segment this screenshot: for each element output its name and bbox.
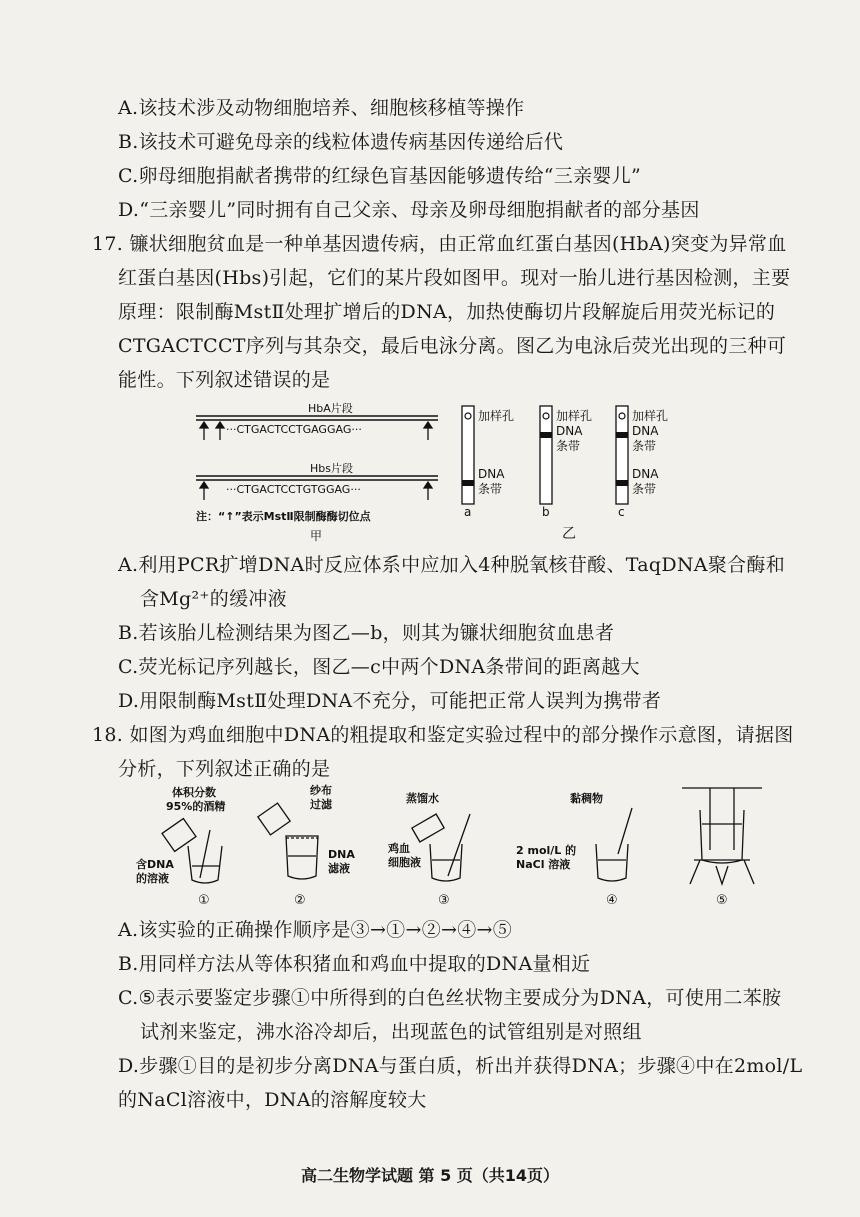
page-footer: 高二生物学试题 第 5 页（共14页） bbox=[300, 1166, 560, 1185]
q17-option-d: D.用限制酶MstⅡ处理DNA不充分，可能把正常人误判为携带者 bbox=[118, 690, 662, 712]
band-label-b-2: 条带 bbox=[556, 439, 581, 453]
hba-sequence: ···CTGACTCCTGAGGAG··· bbox=[226, 423, 362, 436]
step1-label-bottom-2: 的溶液 bbox=[136, 872, 169, 885]
q17-option-a: A.利用PCR扩增DNA时反应体系中应加入4种脱氧核苷酸、TaqDNA聚合酶和 bbox=[118, 554, 786, 576]
q17-option-c: C.荧光标记序列越长，图乙—c中两个DNA条带间的距离越大 bbox=[118, 656, 640, 678]
step1-label-top-1: 体积分数 bbox=[172, 786, 216, 799]
q17-stem-line-5: 能性。下列叙述错误的是 bbox=[118, 369, 331, 391]
well-label-a: 加样孔 bbox=[478, 409, 515, 423]
step2-label-right-1: DNA bbox=[328, 848, 355, 861]
step1-label-bottom-1: 含DNA bbox=[136, 858, 174, 871]
well-label-b: 加样孔 bbox=[556, 409, 593, 423]
step4-label-left-1: 2 mol/L 的 bbox=[516, 844, 577, 857]
band-label-c-1: DNA bbox=[632, 424, 659, 438]
cut-site-note: 注：“↑”表示MstⅡ限制酶酶切位点 bbox=[196, 510, 371, 523]
q17-option-a-cont: 含Mg²⁺的缓冲液 bbox=[140, 588, 287, 610]
step5-number: ⑤ bbox=[716, 893, 728, 908]
q17-stem-line-2: 红蛋白基因(Hbs)引起，它们的某片段如图甲。现对一胎儿进行基因检测，主要 bbox=[118, 267, 791, 289]
figure-jia-label: 甲 bbox=[310, 529, 323, 543]
beaker-icon bbox=[162, 819, 222, 883]
step2-label-top-2: 过滤 bbox=[310, 798, 332, 811]
step3-label-top: 蒸馏水 bbox=[406, 792, 439, 805]
band-label-c-3: DNA bbox=[632, 467, 659, 481]
q18-option-c: C.⑤表示要鉴定步骤①中所得到的白色丝状物主要成分为DNA，可使用二苯胺 bbox=[118, 987, 782, 1009]
q16-option-a: A.该技术涉及动物细胞培养、细胞核移植等操作 bbox=[118, 97, 525, 119]
lane-c-label: c bbox=[618, 505, 625, 519]
lane-b-label: b bbox=[542, 505, 550, 519]
step3-number: ③ bbox=[438, 893, 450, 908]
q18-figure bbox=[130, 780, 780, 912]
hbs-label: Hbs片段 bbox=[310, 462, 353, 475]
step4-label-top: 黏稠物 bbox=[570, 792, 603, 805]
q18-option-d-cont: 的NaCl溶液中，DNA的溶解度较大 bbox=[118, 1089, 427, 1111]
q17-stem-line-3: 原理：限制酶MstⅡ处理扩增后的DNA，加热使酶切片段解旋后用荧光标记的 bbox=[118, 301, 776, 323]
step2-label-right-2: 滤液 bbox=[328, 862, 350, 875]
filter-beaker-icon bbox=[258, 803, 318, 879]
beaker-icon bbox=[412, 814, 470, 881]
step1-number: ① bbox=[198, 893, 210, 908]
step2-label-top-1: 纱布 bbox=[310, 784, 332, 797]
q18-option-a: A.该实验的正确操作顺序是③→①→②→④→⑤ bbox=[118, 919, 513, 941]
band-label-c-4: 条带 bbox=[632, 482, 657, 496]
q17-stem-line-4: CTGACTCCT序列与其杂交，最后电泳分离。图乙为电泳后荧光出现的三种可 bbox=[118, 335, 787, 357]
q16-option-c: C.卵母细胞捐献者携带的红绿色盲基因能够遗传给“三亲婴儿” bbox=[118, 165, 642, 187]
q17-figure bbox=[190, 396, 670, 546]
band-label-a-1: DNA bbox=[478, 467, 505, 481]
step2-number: ② bbox=[294, 893, 306, 908]
q16-option-b: B.该技术可避免母亲的线粒体遗传病基因传递给后代 bbox=[118, 131, 564, 153]
lane-a-label: a bbox=[464, 505, 472, 519]
figure-yi-label: 乙 bbox=[562, 526, 576, 542]
q18-option-d: D.步骤①目的是初步分离DNA与蛋白质，析出并获得DNA；步骤④中在2mol/L bbox=[118, 1055, 803, 1077]
step4-number: ④ bbox=[606, 893, 618, 908]
band-label-c-2: 条带 bbox=[632, 439, 657, 453]
q18-option-c-cont: 试剂来鉴定，沸水浴冷却后，出现蓝色的试管组别是对照组 bbox=[140, 1021, 642, 1043]
hbs-sequence: ···CTGACTCCTGTGGAG··· bbox=[226, 483, 361, 496]
well-label-c: 加样孔 bbox=[632, 409, 669, 423]
q18-stem-line-2: 分析，下列叙述正确的是 bbox=[118, 758, 331, 780]
band-label-b-1: DNA bbox=[556, 424, 583, 438]
q17-stem-line-1: 17. 镰状细胞贫血是一种单基因遗传病，由正常血红蛋白基因(HbA)突变为异常血 bbox=[92, 233, 787, 255]
step4-label-left-2: NaCl 溶液 bbox=[516, 858, 571, 871]
q17-option-b: B.若该胎儿检测结果为图乙—b，则其为镰状细胞贫血患者 bbox=[118, 622, 615, 644]
step3-label-left-2: 细胞液 bbox=[388, 856, 421, 869]
q18-stem-line-1: 18. 如图为鸡血细胞中DNA的粗提取和鉴定实验过程中的部分操作示意图，请据图 bbox=[92, 724, 794, 746]
hba-label: HbA片段 bbox=[308, 402, 353, 415]
step3-label-left-1: 鸡血 bbox=[388, 842, 410, 855]
beaker-icon bbox=[596, 808, 632, 881]
q18-option-b: B.用同样方法从等体积猪血和鸡血中提取的DNA量相近 bbox=[118, 953, 591, 975]
step1-label-top-2: 95%的酒精 bbox=[166, 800, 226, 813]
water-bath-icon bbox=[682, 788, 762, 884]
q16-option-d: D.“三亲婴儿”同时拥有自己父亲、母亲及卵母细胞捐献者的部分基因 bbox=[118, 199, 700, 221]
band-label-a-2: 条带 bbox=[478, 482, 503, 496]
